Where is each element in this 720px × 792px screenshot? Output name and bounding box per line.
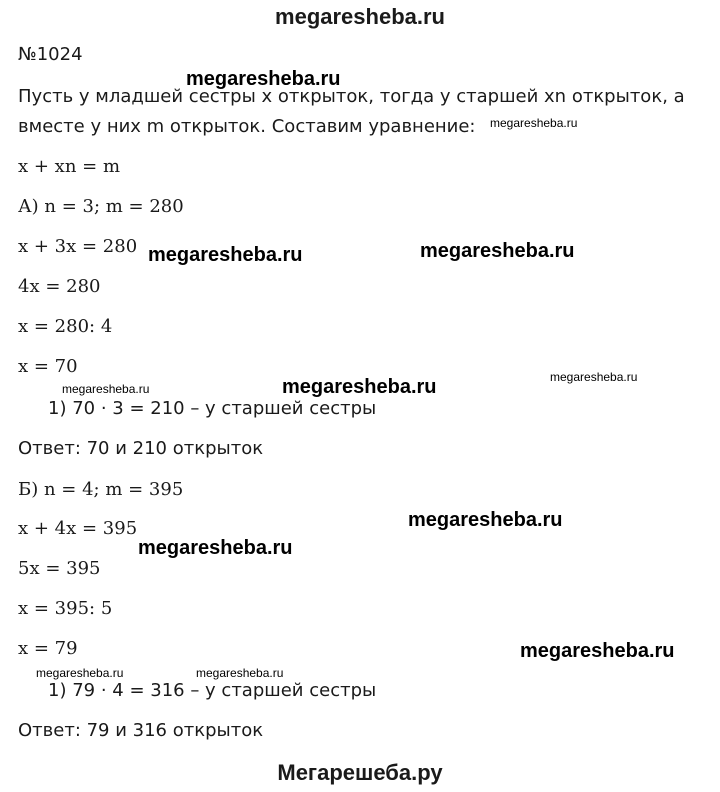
intro-line-2: вместе у них m открыток. Составим уравнение: — [18, 116, 476, 137]
watermark: megaresheba.ru — [36, 666, 124, 680]
watermark: megaresheba.ru — [550, 370, 638, 384]
part-a-step-1: x + 3x = 280 — [18, 236, 138, 257]
watermark: megaresheba.ru — [408, 509, 563, 531]
part-b-step-2: 5x = 395 — [18, 558, 101, 579]
watermark: megaresheba.ru — [282, 376, 437, 398]
part-a-condition: А) n = 3; m = 280 — [18, 196, 184, 217]
part-b-action: 1) 79 · 4 = 316 – у старшей сестры — [48, 680, 377, 701]
part-b-answer: Ответ: 79 и 316 открыток — [18, 720, 264, 741]
part-b-condition: Б) n = 4; m = 395 — [18, 479, 184, 500]
watermark: megaresheba.ru — [196, 666, 284, 680]
watermark: megaresheba.ru — [186, 68, 341, 90]
watermark: megaresheba.ru — [148, 244, 303, 266]
problem-number: №1024 — [18, 44, 83, 65]
part-a-action: 1) 70 · 3 = 210 – у старшей сестры — [48, 398, 377, 419]
watermark: megaresheba.ru — [138, 537, 293, 559]
part-b-step-3: x = 395: 5 — [18, 598, 113, 619]
part-a-answer: Ответ: 70 и 210 открыток — [18, 438, 264, 459]
watermark: megaresheba.ru — [490, 116, 578, 130]
watermark: megaresheba.ru — [62, 382, 150, 396]
site-header: megaresheba.ru — [275, 4, 445, 29]
part-a-step-2: 4x = 280 — [18, 276, 101, 297]
site-footer: Мегарешеба.ру — [277, 760, 443, 785]
part-b-step-4: x = 79 — [18, 638, 78, 659]
part-a-step-4: x = 70 — [18, 356, 78, 377]
general-equation: x + xn = m — [18, 156, 121, 177]
watermark: megaresheba.ru — [420, 240, 575, 262]
part-a-step-3: x = 280: 4 — [18, 316, 113, 337]
watermark: megaresheba.ru — [520, 640, 675, 662]
part-b-step-1: x + 4x = 395 — [18, 518, 138, 539]
intro-line-1: Пусть у младшей сестры x открыток, тогда у старшей xn открыток, а — [18, 86, 685, 107]
